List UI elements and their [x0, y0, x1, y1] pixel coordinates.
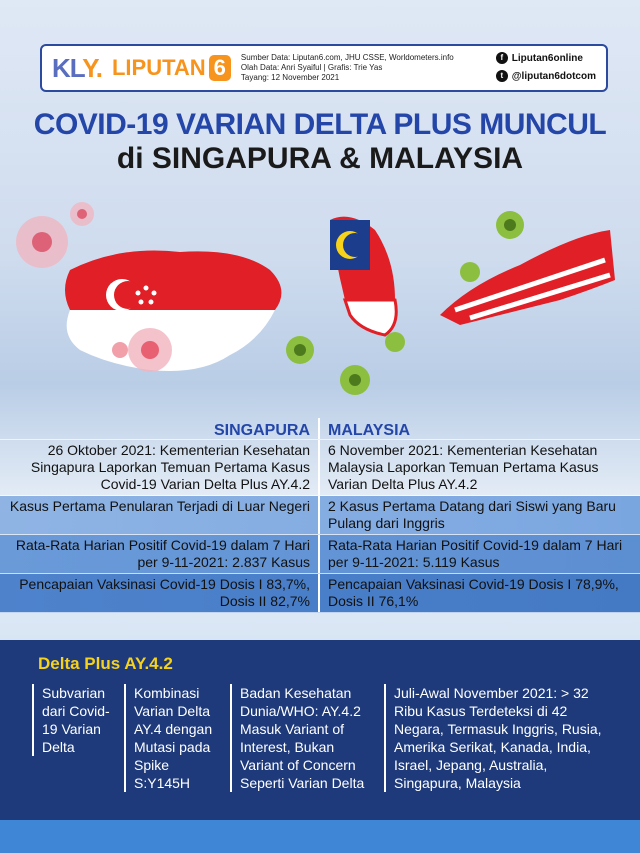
social-links [496, 50, 596, 86]
liputan6-logo: LIPUTAN 6 [112, 55, 231, 81]
delta-fact-4: Juli-Awal November 2021: > 32 Ribu Kasus Terdeteksi di 42 Negara, Termasuk Inggris, Rusia, Amerika Serikat, Kanada, India, Israel, Jepang, Australia, Singapura, Malaysia [384, 684, 610, 792]
malaysia-header: MALAYSIA [328, 422, 411, 439]
header-banner [40, 44, 608, 92]
twitter-handle: t @liputan6dotcom [496, 68, 596, 86]
table-header [0, 418, 640, 440]
facebook-icon: f [496, 52, 508, 64]
table-row: 26 Oktober 2021: Kementerian Kesehatan Singapura Laporkan Temuan Pertama Kasus Covid-19 Varian Delta Plus AY.4.2 6 November 2021: Kementerian Kesehatan Malaysia Laporkan Temuan Pertama Kasus Varian Delta Plus AY.4.2 [0, 440, 640, 496]
delta-fact-3: Badan Kesehatan Dunia/WHO: AY.4.2 Masuk Variant of Interest, Bukan Variant of Concern Seperti Varian Delta [230, 684, 378, 792]
page-title: COVID-19 VARIAN DELTA PLUS MUNCUL [33, 108, 607, 141]
table-row: Kasus Pertama Penularan Terjadi di Luar Negeri 2 Kasus Pertama Datang dari Siswi yang Baru Pulang dari Inggris [0, 496, 640, 535]
comparison-table [0, 418, 640, 613]
map-illustration [0, 190, 640, 410]
facebook-handle: f Liputan6online [496, 50, 596, 68]
delta-title: Delta Plus AY.4.2 [38, 654, 173, 673]
singapura-header: SINGAPURA [0, 418, 320, 439]
source-credits: Sumber Data: Liputan6.com, JHU CSSE, Worldometers.info Olah Data: Anri Syaiful | Grafis: Trie Yas Tayang: 12 November 2021 [240, 53, 454, 82]
delta-fact-1: Subvarian dari Covid-19 Varian Delta [32, 684, 122, 756]
table-row: Pencapaian Vaksinasi Covid-19 Dosis I 83,7%, Dosis II 82,7% Pencapaian Vaksinasi Covid-19 Dosis I 78,9%, Dosis II 76,1% [0, 574, 640, 613]
virus-icon [16, 202, 94, 268]
twitter-icon: t [496, 70, 508, 82]
delta-fact-2: Kombinasi Varian Delta AY.4 dengan Mutasi pada Spike S:Y145H [124, 684, 228, 792]
delta-plus-panel [0, 640, 640, 820]
footer-band [0, 820, 640, 853]
kly-logo: KLY. [52, 52, 102, 83]
singapore-map [65, 250, 281, 371]
page-subtitle: di SINGAPURA & MALAYSIA [116, 142, 524, 175]
table-row: Rata-Rata Harian Positif Covid-19 dalam 7 Hari per 9-11-2021: 2.837 Kasus Rata-Rata Harian Positif Covid-19 dalam 7 Hari per 9-11-2021: 5.119 Kasus [0, 535, 640, 574]
